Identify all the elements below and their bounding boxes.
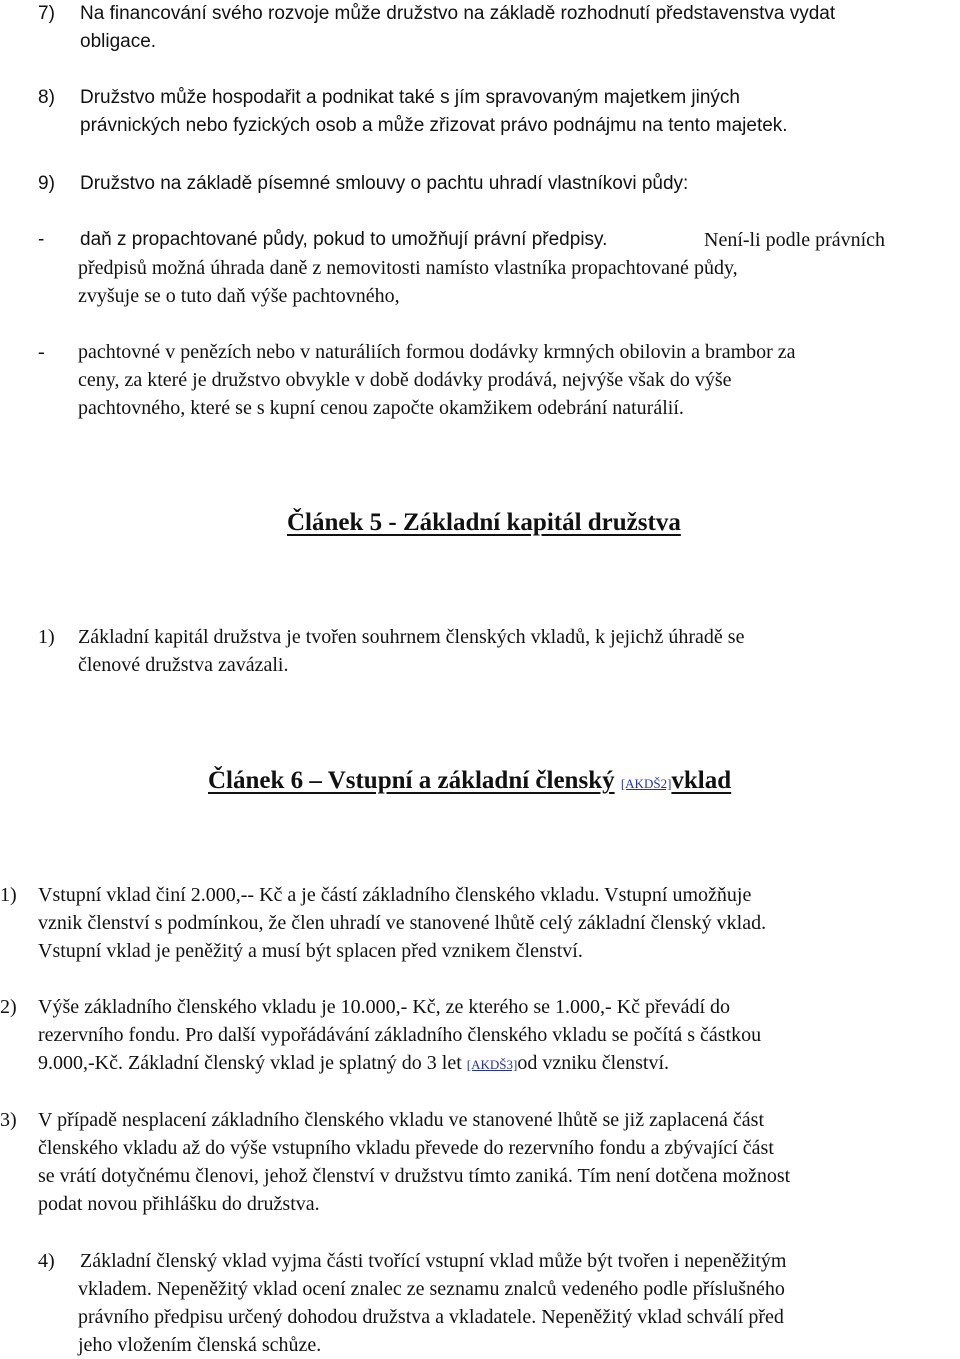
bullet-dash: - (38, 229, 45, 250)
item-text-line: členského vkladu až do výše vstupního vkladu převede do rezervního fondu a zbývající část (38, 1137, 774, 1159)
item-text-line: vkladem. Nepeněžitý vklad ocení znalec ze seznamu znalců vedeného podle příslušného (78, 1278, 785, 1300)
item-text-line: Na financování svého rozvoje může družstvo na základě rozhodnutí představenstva vydat (80, 3, 836, 24)
item-number: 2) (0, 996, 17, 1018)
item-text-line: Vstupní vklad činí 2.000,-- Kč a je částí základního členského vkladu. Vstupní umožňuje (38, 884, 752, 906)
bullet-text-line: pachtovné v penězích nebo v naturáliích formou dodávky krmných obilovin a brambor za (78, 341, 796, 363)
article-6-heading-text: Článek 6 – Vstupní a základní členský (208, 767, 615, 794)
item-text-line: právnických nebo fyzických osob a může zřizovat právo podnájmu na tento majetek. (80, 115, 788, 136)
item-number: 9) (38, 173, 55, 194)
bullet-text-line: pachtovného, které se s kupní cenou započte okamžikem odebrání naturálií. (78, 397, 684, 419)
item-number: 4) (38, 1250, 55, 1272)
item-text-line: Družstvo může hospodařit a podnikat také s jím spravovaným majetkem jiných (80, 87, 740, 108)
comment-reference-link[interactable]: [AKDŠ3] (466, 1057, 518, 1072)
item-text-line: Základní kapitál družstva je tvořen souhrnem členských vkladů, k jejichž úhradě se (78, 626, 745, 648)
item-text-line: vznik členství s podmínkou, že člen uhradí ve stanovené lhůtě celý základní členský vklad. (38, 912, 767, 934)
item-number: 1) (0, 884, 17, 906)
item-text-line: právního předpisu určený dohodou družstva a vkladatele. Nepeněžitý vklad schválí před (78, 1306, 784, 1328)
bullet-dash: - (38, 341, 45, 363)
item-text-line: jeho vložením členská schůze. (78, 1334, 322, 1356)
item-text-line: Výše základního členského vkladu je 10.000,- Kč, ze kterého se 1.000,- Kč převádí do (38, 996, 731, 1018)
item-text-line: rezervního fondu. Pro další vypořádávání základního členského vkladu se počítá s částkou (38, 1024, 762, 1046)
item-number: 8) (38, 87, 55, 108)
article-5-heading: Článek 5 - Základní kapitál družstva (287, 509, 681, 536)
item-text-line: obligace. (80, 31, 157, 52)
comment-reference-link[interactable]: [AKDŠ2] (620, 776, 672, 791)
bullet-text-line: daň z propachtované půdy, pokud to umožňují právní předpisy. (80, 229, 608, 250)
item-text-line: se vrátí dotyčnému členovi, jehož členství v družstvu tímto zaniká. Tím není dotčena možnost (38, 1165, 791, 1187)
item-text-line: Základní členský vklad vyjma části tvořící vstupní vklad může být tvořen i nepeněžitým (80, 1250, 787, 1272)
bullet-text-line: Není-li podle právních (704, 229, 886, 251)
bullet-text-line: zvyšuje se o tuto daň výše pachtovného, (78, 285, 400, 307)
bullet-text-line: předpisů možná úhrada daně z nemovitosti namísto vlastníka propachtované půdy, (78, 257, 738, 279)
item-number: 3) (0, 1109, 17, 1131)
item-text-line: podat novou přihlášku do družstva. (38, 1193, 320, 1215)
article-6-heading-text: vklad (671, 767, 732, 794)
item-text-line: Vstupní vklad je peněžitý a musí být splacen před vznikem členství. (38, 940, 583, 962)
item-number: 1) (38, 626, 55, 648)
item-text-segment: 9.000,-Kč. Základní členský vklad je splatný do 3 let (38, 1052, 462, 1074)
item-text-line: členové družstva zavázali. (78, 654, 289, 676)
item-text-segment: od vzniku členství. (517, 1052, 669, 1074)
item-text-line (38, 1049, 669, 1079)
article-6-heading (208, 765, 731, 800)
item-text-line: V případě nesplacení základního členského vkladu ve stanovené lhůtě se již zaplacená část (38, 1109, 765, 1131)
bullet-text-line: ceny, za které je družstvo obvykle v době dodávky prodává, nejvýše však do výše (78, 369, 732, 391)
item-number: 7) (38, 3, 55, 24)
item-text-line: Družstvo na základě písemné smlouvy o pachtu uhradí vlastníkovi půdy: (80, 173, 689, 194)
